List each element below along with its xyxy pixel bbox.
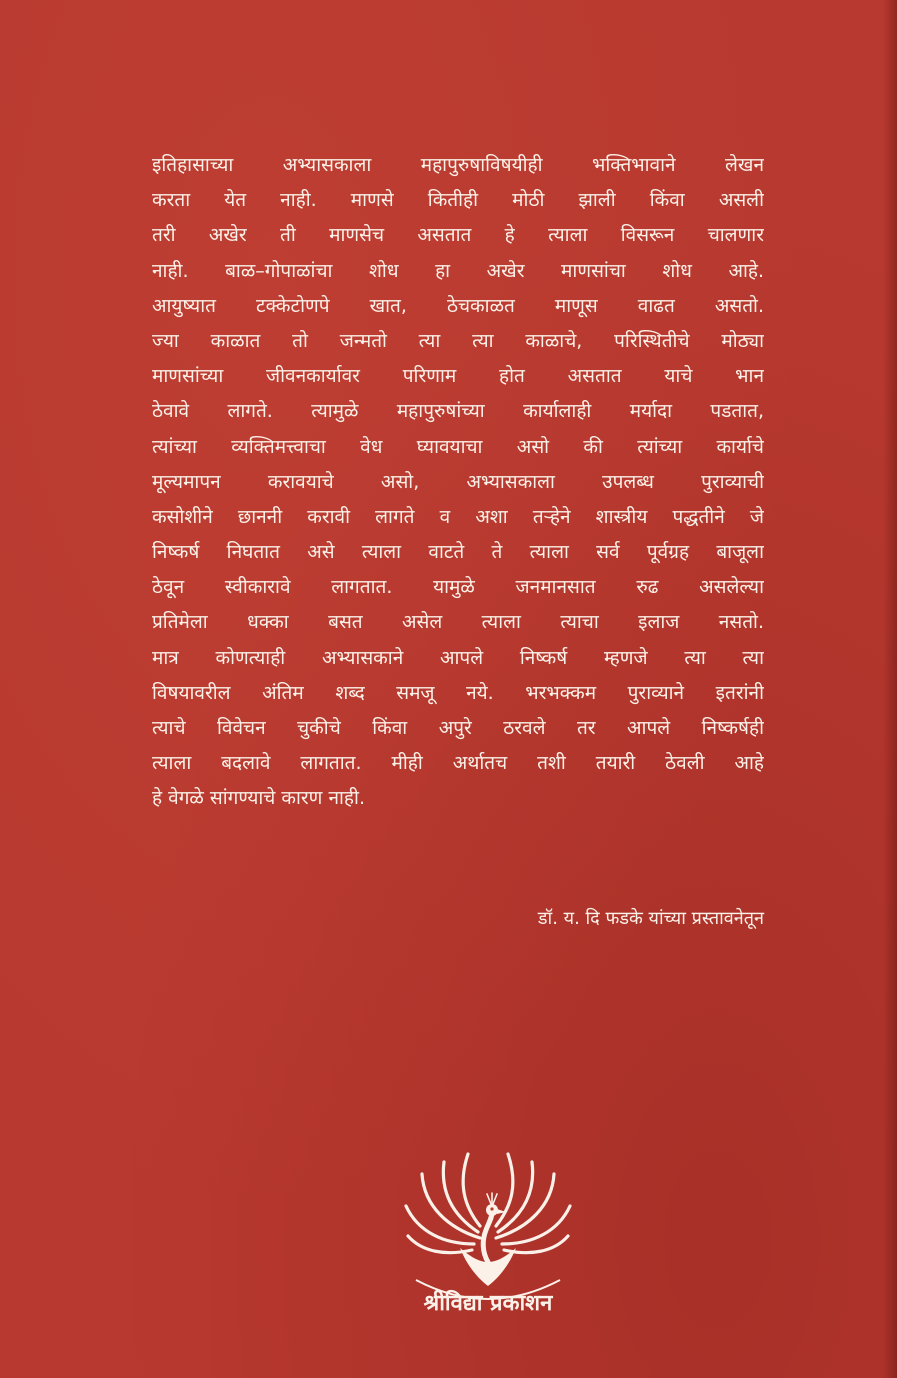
blurb-line: विषयावरील अंतिम शब्द समजू नये. भरभक्कम पुराव्याने इतरांनी (152, 681, 764, 704)
publisher-logo (388, 1140, 588, 1325)
blurb-line: ठेवून स्वीकारावे लागतात. यामुळे जनमानसात रुढ असलेल्या (152, 576, 764, 599)
blurb-line: त्याला बदलावे लागतात. मीही अर्थातच तशी तयारी ठेवली आहे (152, 752, 764, 775)
blurb-line: त्यांच्या व्यक्तिमत्त्वाचा वेध घ्यावयाचा असो की त्यांच्या कार्याचे (152, 435, 764, 458)
blurb-line: त्याचे विवेचन चुकीचे किंवा अपुरे ठरवले तर आपले निष्कर्षही (152, 717, 764, 739)
blurb-line: मूल्यमापन करावयाचे असो, अभ्यासकाला उपलब्ध पुराव्याची (152, 470, 764, 493)
spine-shadow (883, 0, 897, 1378)
blurb-paragraph (152, 148, 764, 817)
blurb-line: तरी अखेर ती माणसेच असतात हे त्याला विसरून चालणार (152, 224, 764, 247)
blurb-line: ज्या काळात तो जन्मतो त्या त्या काळाचे, परिस्थितीचे मोठ्या (152, 329, 764, 352)
blurb-line: करता येत नाही. माणसे कितीही मोठी झाली किंवा असली (152, 189, 764, 212)
blurb-line: निष्कर्ष निघतात असे त्याला वाटते ते त्याला सर्व पूर्वग्रह बाजूला (152, 541, 764, 564)
blurb-line: आयुष्यात टक्केटोणपे खात, ठेचकाळत माणूस वाढत असतो. (152, 294, 764, 317)
peacock-emblem-icon (388, 1140, 588, 1325)
blurb-line: हे वेगळे सांगण्याचे कारण नाही. (152, 787, 365, 810)
blurb-line: कसोशीने छाननी करावी लागते व अशा तऱ्हेने शास्त्रीय पद्धतीने जे (152, 505, 764, 528)
blurb-line: नाही. बाळ–गोपाळांचा शोध हा अखेर माणसांचा शोध आहे. (152, 259, 764, 282)
attribution: डॉ. य. दि फडके यांच्या प्रस्तावनेतून (537, 908, 764, 929)
publisher-name: श्रीविद्या प्रकाशन (423, 1291, 553, 1316)
blurb-line: माणसांच्या जीवनकार्यावर परिणाम होत असतात याचे भान (152, 365, 764, 388)
blurb-line: मात्र कोणत्याही अभ्यासकाने आपले निष्कर्ष म्हणजे त्या त्या (152, 646, 764, 669)
blurb-line: ठेवावे लागते. त्यामुळे महापुरुषांच्या कार्यालाही मर्यादा पडतात, (152, 400, 764, 423)
blurb-line: इतिहासाच्या अभ्यासकाला महापुरुषाविषयीही भक्तिभावाने लेखन (152, 154, 764, 176)
blurb-line: प्रतिमेला धक्का बसत असेल त्याला त्याचा इलाज नसतो. (152, 611, 764, 634)
